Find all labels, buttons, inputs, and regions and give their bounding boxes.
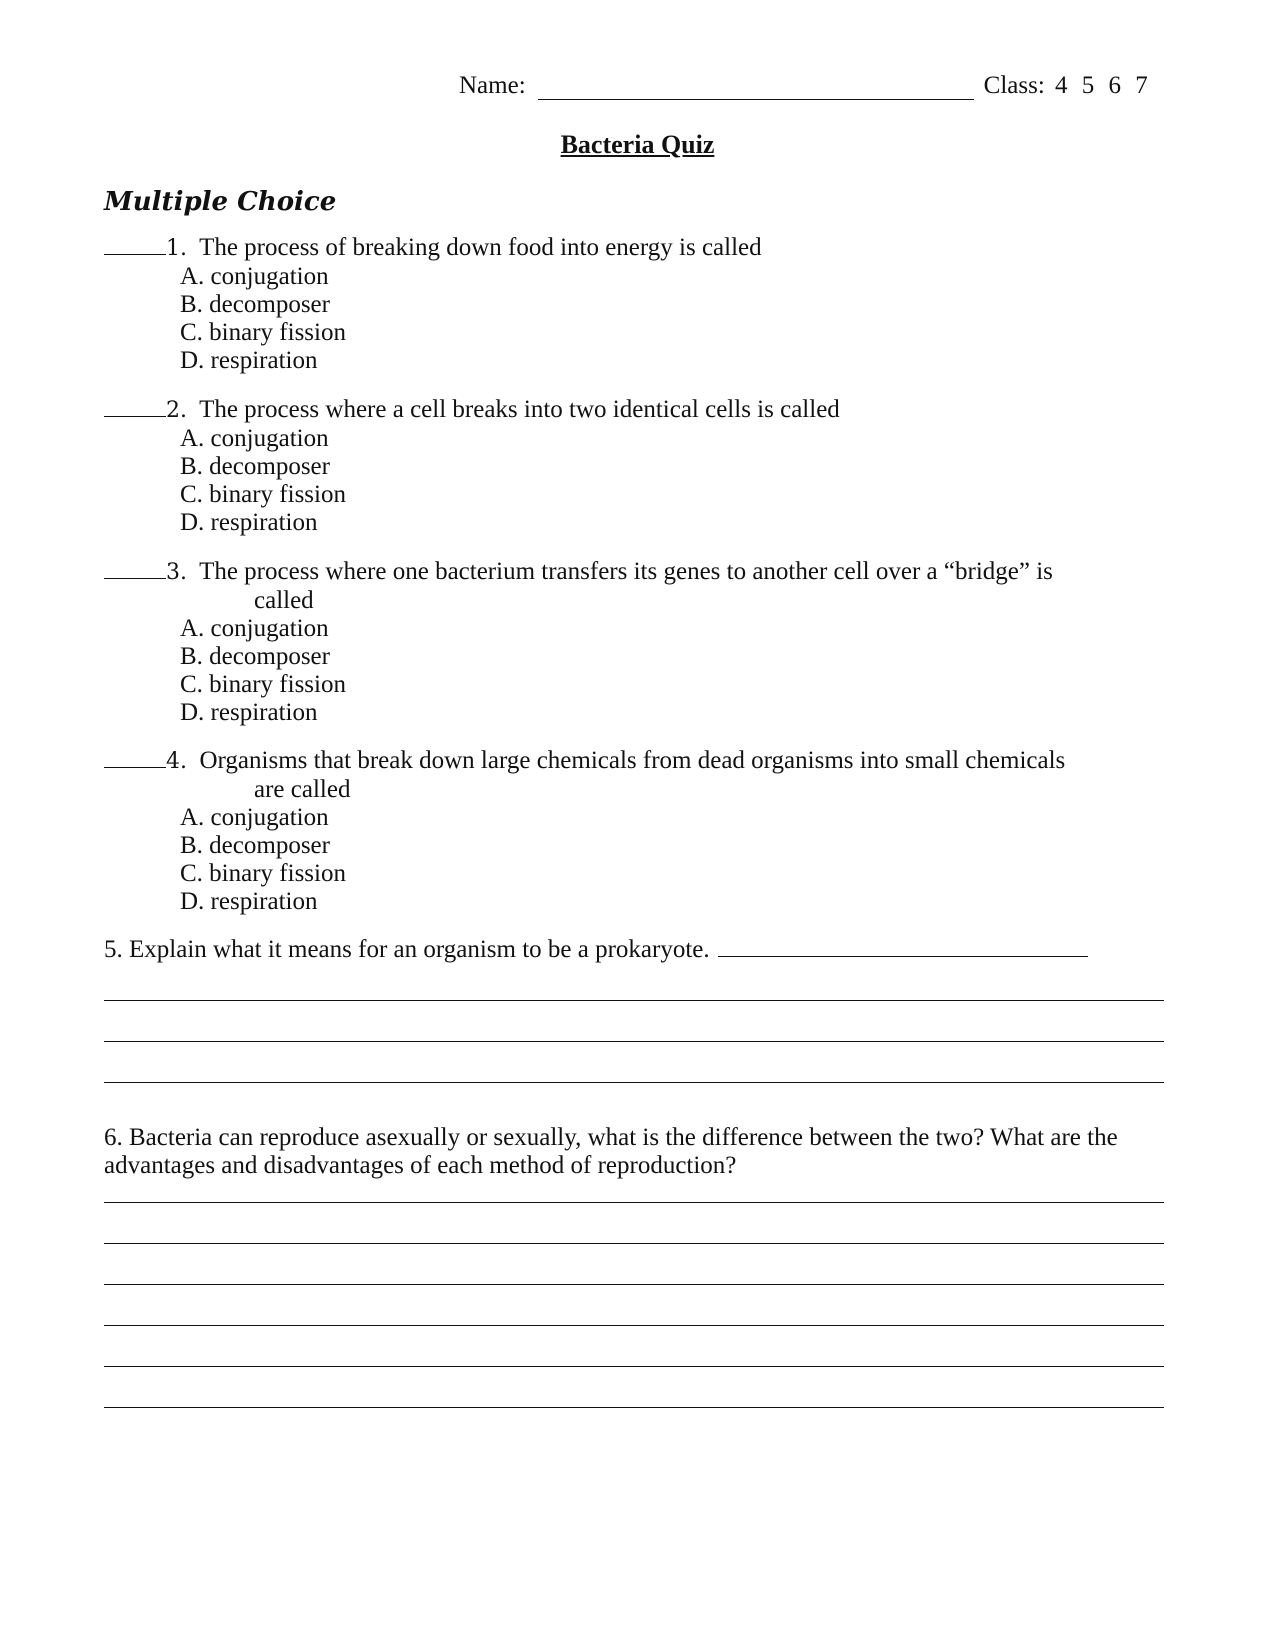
option-b: B. decomposer [180, 453, 330, 480]
question-4 [104, 747, 1065, 916]
answer-line[interactable] [104, 1407, 1164, 1408]
answer-line[interactable] [104, 1243, 1164, 1244]
option-d: D. respiration [180, 347, 318, 374]
answer-blank[interactable] [104, 396, 166, 417]
option-c: C. binary fission [180, 481, 346, 508]
option-d: D. respiration [180, 509, 318, 536]
question-text: The process where a cell breaks into two identical cells is called [199, 396, 840, 423]
class-label: Class: [983, 72, 1045, 99]
question-5 [104, 936, 1164, 964]
answer-line[interactable] [104, 1082, 1164, 1083]
name-label: Name: [459, 72, 526, 99]
option-c: C. binary fission [180, 671, 346, 698]
answer-line[interactable] [104, 1325, 1164, 1326]
question-text-continued: are called [254, 776, 351, 803]
section-heading: Multiple Choice [104, 187, 337, 217]
option-b: B. decomposer [180, 643, 330, 670]
option-d: D. respiration [180, 888, 318, 915]
question-text: The process of breaking down food into energy is called [199, 234, 762, 261]
name-field[interactable] [538, 77, 974, 100]
answer-blank[interactable] [104, 558, 166, 579]
question-3 [104, 558, 1053, 727]
question-text: 5. Explain what it means for an organism to be a prokaryote. [104, 936, 710, 963]
question-number: 3. [166, 560, 187, 585]
answer-blank[interactable] [104, 234, 166, 255]
answer-line[interactable] [104, 1366, 1164, 1367]
option-b: B. decomposer [180, 832, 330, 859]
option-a: A. conjugation [180, 425, 329, 452]
answer-line[interactable] [718, 936, 1088, 957]
question-text: The process where one bacterium transfers its genes to another cell over a “bridge” is [199, 558, 1053, 585]
option-d: D. respiration [180, 699, 318, 726]
option-a: A. conjugation [180, 615, 329, 642]
option-a: A. conjugation [180, 804, 329, 831]
question-number: 4. [166, 749, 187, 774]
question-text: Organisms that break down large chemicals from dead organisms into small chemicals [199, 747, 1066, 774]
header-row [459, 72, 1148, 100]
option-c: C. binary fission [180, 319, 346, 346]
question-1 [104, 234, 762, 375]
option-b: B. decomposer [180, 291, 330, 318]
question-text: 6. Bacteria can reproduce asexually or sexually, what is the difference between the two? What are the advantages and disadvantages of each method of reproduction? [104, 1124, 1118, 1179]
question-number: 1. [166, 236, 187, 261]
option-a: A. conjugation [180, 263, 329, 290]
question-6 [104, 1124, 1164, 1180]
answer-line[interactable] [104, 1000, 1164, 1001]
class-options[interactable]: 4 5 6 7 [1055, 72, 1148, 99]
question-number: 2. [166, 398, 187, 423]
answer-line[interactable] [104, 1041, 1164, 1042]
page-title: Bacteria Quiz [560, 130, 715, 159]
answer-line[interactable] [104, 1202, 1164, 1203]
answer-line[interactable] [104, 1284, 1164, 1285]
question-text-continued: called [254, 587, 314, 614]
option-c: C. binary fission [180, 860, 346, 887]
answer-blank[interactable] [104, 747, 166, 768]
question-2 [104, 396, 840, 537]
